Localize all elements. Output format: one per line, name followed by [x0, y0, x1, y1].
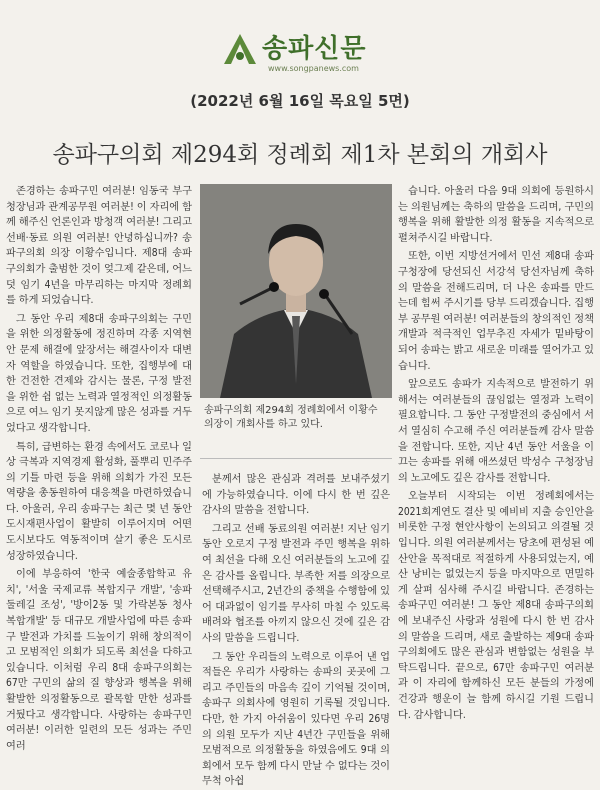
article-column-1 [6, 184, 192, 754]
paragraph: 또한, 이번 지방선거에서 민선 제8대 송파구청장에 당선되신 서강석 당선자님께 축하의 말씀을 전해드리며, 더 나은 송파를 만드는데 힘써 주시기를 당부 드리겠습니다. 집행부 공무원 여러분! 여러분들의 창의적인 정책개발과 적극적인 업무추진 자세가 밑바탕이 되어 송파는 밝고 새로운 미래를 열어가고 있습니다. [398, 251, 594, 372]
newspaper-name: 송파신문 [262, 34, 367, 64]
caption-divider [200, 458, 392, 459]
paragraph: 그리고 선배 동료의원 여러분! 지난 임기동안 오로지 구정 발전과 주민 행복을 위하여 최선을 다해 오신 여러분들의 노고에 깊은 감사를 올립니다. 부족한 저를 의장으로 선택해주시고, 2년간의 중책을 수행함에 있어 대과없이 임기를 무사히 마칠 수 있도록 배려와 협조를 아끼지 않으신 것에 깊은 감사의 말씀을 드립니다. [202, 523, 390, 644]
newspaper-logo-icon [222, 32, 258, 68]
paragraph: 앞으로도 송파가 지속적으로 발전하기 위해서는 여러분들의 끊임없는 열정과 노력이 필요합니다. 그 동안 구정발전의 중심에서 서서 열심히 수고해 주신 여러분들께 감사 말씀을 전합니다. 또한, 지난 4년 동안 서울을 이끄는 송파를 위해 애쓰셨던 박성수 구청장님의 노고에도 깊은 감사를 전합니다. [398, 379, 594, 484]
masthead [0, 18, 600, 78]
publication-date: (2022년 6월 16일 목요일 5면) [190, 92, 410, 110]
article-column-3 [398, 184, 594, 723]
paragraph: 오늘부터 시작되는 이번 정례회에서는 2021회계연도 결산 및 예비비 지출 승인안을 비롯한 구정 현안사항이 논의되고 의결될 것입니다. 의원 여러분께서는 당초에 편성된 예산안을 목적대로 적절하게 사용되었는지, 예산 낭비는 없었는지 등을 마지막으로 면밀하게 살펴 심사해 주시길 바랍니다. 존경하는 송파구민 여러분! 그 동안 제8대 송파구의회에 보내주신 사랑과 성원에 다시 한 번 감사의 말씀을 드리며, 새로 출발하는 제9대 송파구의회에도 많은 관심과 변함없는 성원을 부탁드립니다. 끝으로, 67만 송파구민 여러분과 이 자리에 함께하신 모든 분들의 가정에 건강과 행운이 늘 함께 하시길 기원 드립니다. 감사합니다. [398, 491, 594, 721]
article-headline: 송파구의회 제294회 정례회 제1차 본회의 개회사 [52, 142, 548, 168]
newspaper-url[interactable]: www.songpanews.com [268, 64, 359, 73]
speaker-photo [200, 184, 392, 398]
paragraph: 그 동안 우리 제8대 송파구의회는 구민을 위한 의정활동에 정진하며 각종 지역현안 문제 해결에 앞장서는 해결사이자 대변자 역할을 하였습니다. 또한, 집행부에 대한 건전한 견제와 감시는 물론, 구정 발전을 위한 쉼 없는 노력과 열정적인 의정활동으로 여느 임기 못지않게 많은 성과를 거두었다고 생각합니다. [6, 313, 192, 434]
article-column-2 [202, 472, 390, 790]
paragraph: 그 동안 우리들의 노력으로 이루어 낸 업적들은 우리가 사랑하는 송파의 곳곳에 그리고 주민들의 마음속 깊이 기억될 것이며, 송파구 의회사에 영원히 기록될 것입니다. 다만, 한 가지 아쉬움이 있다면 우리 26명의 의원 모두가 지난 4년간 구민들을 위해 모범적으로 의정활동을 하였음에도 9대 의회에서 모두 함께 다시 만날 수 없다는 것이 무척 아쉽 [202, 651, 390, 788]
photo-caption: 송파구의회 제294회 정례회에서 이황수 의장이 개회사를 하고 있다. [204, 405, 378, 430]
paragraph: 분께서 많은 관심과 격려를 보내주셨기에 가능하였습니다. 이에 다시 한 번 깊은 감사의 말씀을 전합니다. [202, 474, 390, 517]
paragraph: 특히, 급변하는 환경 속에서도 코로나 일상 극복과 지역경제 활성화, 풀뿌리 민주주의 기틀 마련 등을 위해 의회가 가진 모든 역량을 총동원하여 대응책을 마련하였습니다. 아울러, 우리 송파구는 최근 몇 년 동안 도시재편사업이 활발히 이루어지며 어떤 도시보다도 역동적이며 살기 좋은 도시로 성장하였습니다. [6, 441, 192, 562]
paragraph: 습니다. 아울러 다음 9대 의회에 등원하시는 의원님께는 축하의 말씀을 드리며, 구민의 행복을 위해 활발한 의정 활동을 지속적으로 펼쳐주시길 바랍니다. [398, 186, 594, 244]
paragraph: 존경하는 송파구민 여러분! 임동국 부구청장님과 관계공무원 여러분! 이 자리에 함께 해주신 언론인과 방청객 여러분! 그리고 선배·동료 의원 여러분! 안녕하십니까? 송파구의회 의장 이황수입니다. 제8대 송파구의회가 출범한 것이 엊그제 같은데, 어느 덧 임기 4년을 마무리하는 마지막 정례회를 하게 되었습니다. [6, 186, 192, 307]
paragraph: 이에 부응하여 '한국 예술종합학교 유치', '서울 국제교류 복합지구 개발', '송파둘레길 조성', '방이2동 및 가락본동 청사 복합개발' 등 대규모 개발사업에 따른 송파구 발전과 가치를 드높이기 위해 창의적이고 모범적인 의회가 되도록 최선을 다하고 있습니다. 이처럼 우리 8대 송파구의회는 67만 구민의 삶의 질 향상과 행복을 위해 활발한 의정활동으로 괄목할 만한 성과를 거뒀다고 생각합니다. 사랑하는 송파구민 여러분! 이러한 일련의 모든 성과는 주민 여러 [6, 569, 192, 752]
